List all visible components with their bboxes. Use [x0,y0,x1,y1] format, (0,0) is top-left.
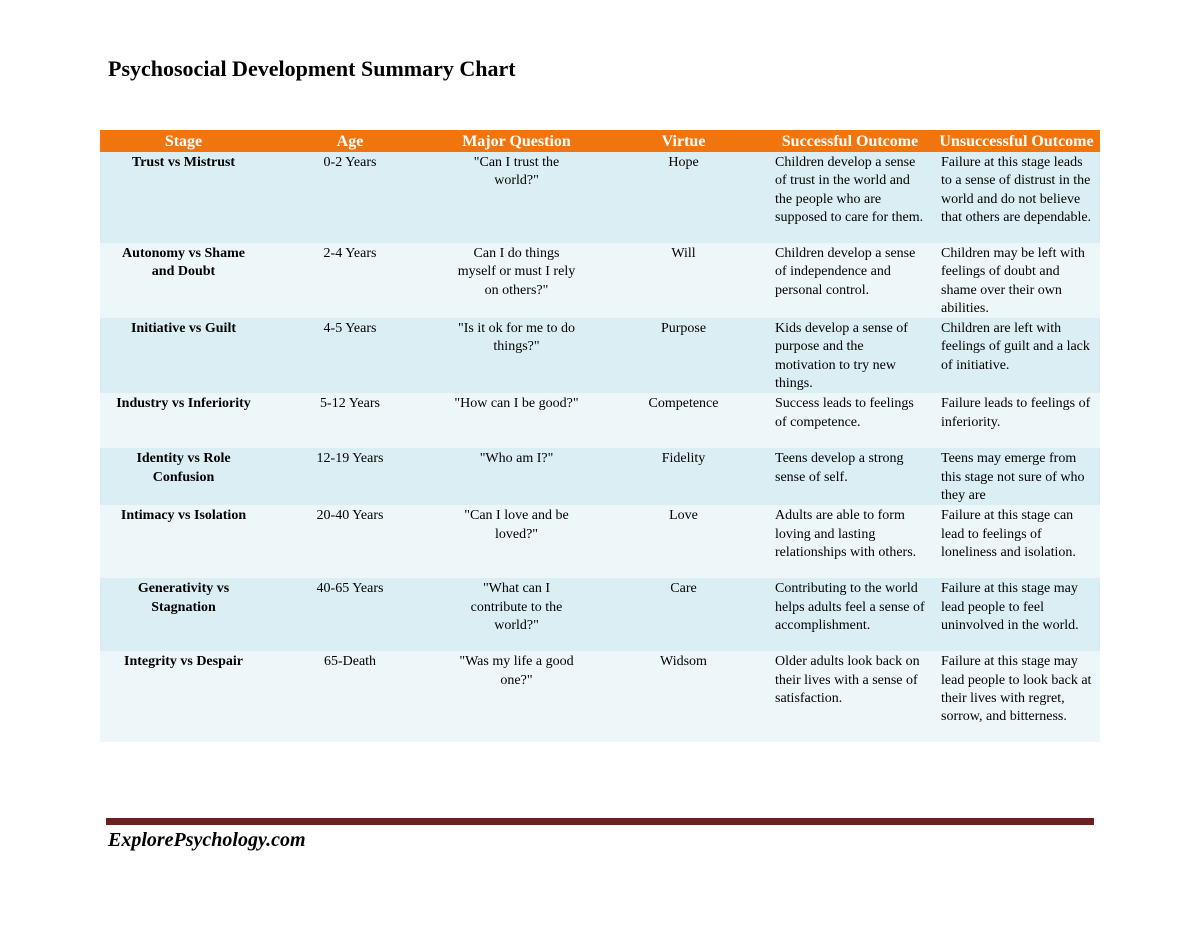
age-cell: 5-12 Years [267,393,433,448]
table-header-row [100,130,1100,152]
unsuccessful-outcome-cell: Failure leads to feelings of inferiority. [933,393,1100,448]
question-cell: "Is it ok for me to do things?" [433,318,600,393]
table-row [100,578,1100,651]
footer-divider [106,818,1094,825]
question-cell: "How can I be good?" [433,393,600,448]
question-cell: "Can I trust the world?" [433,152,600,243]
age-cell: 0-2 Years [267,152,433,243]
footer-site-name: ExplorePsychology.com [108,829,306,851]
virtue-cell: Purpose [600,318,767,393]
successful-outcome-cell: Success leads to feelings of competence. [767,393,933,448]
table-row [100,393,1100,448]
unsuccessful-outcome-cell: Teens may emerge from this stage not sure of who they are [933,448,1100,505]
column-header-unsuccessful-outcome: Unsuccessful Outcome [933,130,1100,152]
stage-cell: Integrity vs Despair [100,651,267,742]
stage-cell: Trust vs Mistrust [100,152,267,243]
virtue-cell: Fidelity [600,448,767,505]
age-cell: 12-19 Years [267,448,433,505]
virtue-cell: Competence [600,393,767,448]
question-cell: "Was my life a good one?" [433,651,600,742]
virtue-cell: Love [600,505,767,578]
column-header-virtue: Virtue [600,130,767,152]
table-row [100,243,1100,318]
page-title: Psychosocial Development Summary Chart [108,56,516,81]
successful-outcome-cell: Kids develop a sense of purpose and the motivation to try new things. [767,318,933,393]
unsuccessful-outcome-cell: Failure at this stage leads to a sense of distrust in the world and do not believe that others are dependable. [933,152,1100,243]
unsuccessful-outcome-cell: Failure at this stage can lead to feelings of loneliness and isolation. [933,505,1100,578]
stage-cell: Industry vs Inferiority [100,393,267,448]
stage-cell: Autonomy vs Shame and Doubt [100,243,267,318]
table-row [100,651,1100,742]
table-row [100,448,1100,505]
age-cell: 2-4 Years [267,243,433,318]
successful-outcome-cell: Children develop a sense of trust in the world and the people who are supposed to care for them. [767,152,933,243]
column-header-stage: Stage [100,130,267,152]
column-header-age: Age [267,130,433,152]
successful-outcome-cell: Teens develop a strong sense of self. [767,448,933,505]
question-cell: "What can I contribute to the world?" [433,578,600,651]
table-row [100,318,1100,393]
virtue-cell: Hope [600,152,767,243]
virtue-cell: Will [600,243,767,318]
unsuccessful-outcome-cell: Failure at this stage may lead people to look back at their lives with regret, sorrow, and bitterness. [933,651,1100,742]
question-cell: "Who am I?" [433,448,600,505]
unsuccessful-outcome-cell: Failure at this stage may lead people to feel uninvolved in the world. [933,578,1100,651]
age-cell: 65-Death [267,651,433,742]
virtue-cell: Care [600,578,767,651]
successful-outcome-cell: Adults are able to form loving and lasting relationships with others. [767,505,933,578]
successful-outcome-cell: Contributing to the world helps adults feel a sense of accomplishment. [767,578,933,651]
virtue-cell: Widsom [600,651,767,742]
summary-table [100,130,1100,742]
column-header-successful-outcome: Successful Outcome [767,130,933,152]
age-cell: 40-65 Years [267,578,433,651]
unsuccessful-outcome-cell: Children are left with feelings of guilt and a lack of initiative. [933,318,1100,393]
age-cell: 4-5 Years [267,318,433,393]
stage-cell: Identity vs Role Confusion [100,448,267,505]
column-header-major-question: Major Question [433,130,600,152]
table-row [100,505,1100,578]
question-cell: "Can I love and be loved?" [433,505,600,578]
stage-cell: Generativity vs Stagnation [100,578,267,651]
unsuccessful-outcome-cell: Children may be left with feelings of doubt and shame over their own abilities. [933,243,1100,318]
table-row [100,152,1100,243]
age-cell: 20-40 Years [267,505,433,578]
successful-outcome-cell: Older adults look back on their lives with a sense of satisfaction. [767,651,933,742]
successful-outcome-cell: Children develop a sense of independence and personal control. [767,243,933,318]
stage-cell: Intimacy vs Isolation [100,505,267,578]
question-cell: Can I do things myself or must I rely on others?" [433,243,600,318]
stage-cell: Initiative vs Guilt [100,318,267,393]
